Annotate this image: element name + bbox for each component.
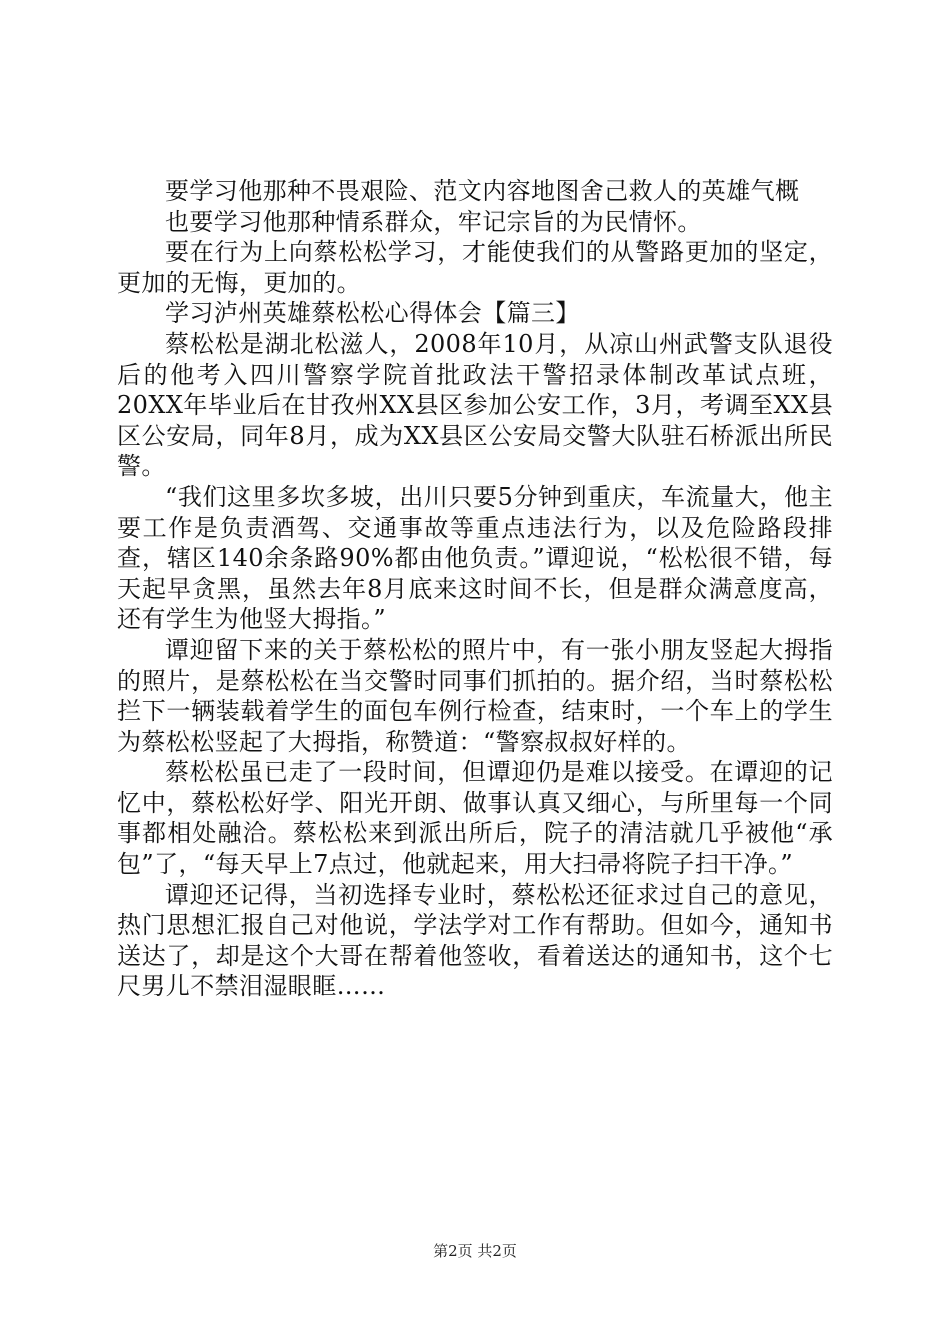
paragraph: 蔡松松是湖北松滋人，2008年10月，从凉山州武警支队退役后的他考入四川警察学院首批政法干警招录体制改革试点班，20XX年毕业后在甘孜州XX县区参加公安工作，3月，考调至XX县区公安局，同年8月，成为XX县区公安局交警大队驻石桥派出所民警。 <box>117 329 833 481</box>
paragraph: 谭迎留下来的关于蔡松松的照片中，有一张小朋友竖起大拇指的照片，是蔡松松在当交警时同事们抓拍的。据介绍，当时蔡松松拦下一辆装载着学生的面包车例行检查，结束时，一个车上的学生为蔡松松竖起了大拇指，称赞道：“警察叔叔好样的。 <box>117 635 833 756</box>
section-heading: 学习泸州英雄蔡松松心得体会【篇三】 <box>165 299 580 328</box>
document-body <box>117 176 833 1002</box>
paragraph: 要学习他那种不畏艰险、范文内容地图舍己救人的英雄气概 <box>165 177 800 205</box>
paragraph: 要在行为上向蔡松松学习，才能使我们的从警路更加的坚定，更加的无悔，更加的。 <box>117 238 833 297</box>
paragraph: 谭迎还记得，当初选择专业时，蔡松松还征求过自己的意见，热门思想汇报自己对他说，学法学对工作有帮助。但如今，通知书送达了，却是这个大哥在帮着他签收，看着送达的通知书，这个七尺男儿不禁泪湿眼眶…… <box>117 880 833 1001</box>
paragraph: “我们这里多坎多坡，出川只要5分钟到重庆，车流量大，他主要工作是负责酒驾、交通事故等重点违法行为，以及危险路段排查，辖区140余条路90%都由他负责。”谭迎说，“松松很不错，每天起早贪黑，虽然去年8月底来这时间不长，但是群众满意度高，还有学生为他竖大拇指。” <box>117 482 833 634</box>
paragraph: 也要学习他那种情系群众，牢记宗旨的为民情怀。 <box>165 207 702 236</box>
page-number-footer: 第2页 共2页 <box>433 1242 517 1260</box>
paragraph: 蔡松松虽已走了一段时间，但谭迎仍是难以接受。在谭迎的记忆中，蔡松松好学、阳光开朗、做事认真又细心，与所里每一个同事都相处融洽。蔡松松来到派出所后，院子的清洁就几乎被他“承包”了，“每天早上7点过，他就起来，用大扫帚将院子扫干净。” <box>117 758 833 879</box>
